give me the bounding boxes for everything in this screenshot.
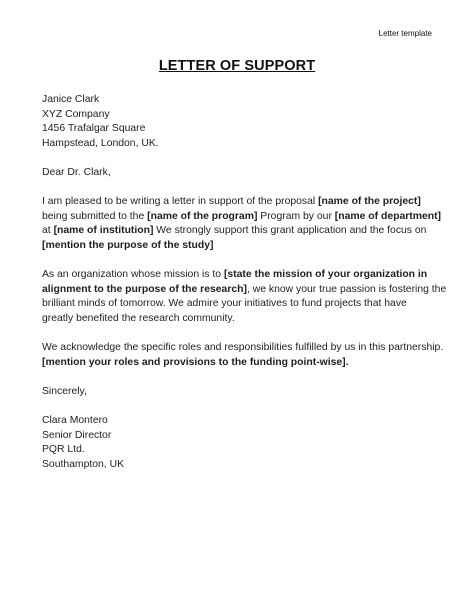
- paragraph-2-line-2: [42, 283, 447, 298]
- placeholder-mission-start: [state the mission of your organization in: [223, 269, 428, 281]
- text-segment: at: [42, 225, 54, 237]
- letter-title: LETTER OF SUPPORT: [158, 58, 316, 74]
- placeholder-department-name: [name of department]: [334, 210, 442, 222]
- recipient-name: Janice Clark: [42, 94, 100, 105]
- placeholder-mission-end: alignment to the purpose of the research]: [42, 283, 247, 295]
- salutation: Dear Dr. Clark,: [42, 166, 111, 178]
- placeholder-institution-name: [name of institution]: [53, 225, 154, 237]
- recipient-address: [42, 93, 442, 151]
- sender-title: Senior Director: [42, 429, 112, 441]
- recipient-company: XYZ Company: [42, 108, 110, 120]
- placeholder-roles-provisions: [mention your roles and provisions to the funding point-wise].: [42, 356, 349, 368]
- paragraph-3-line-1: We acknowledge the specific roles and responsibilities fulfilled by us in this partnership.: [42, 342, 444, 354]
- paragraph-2-line-1: [42, 268, 442, 283]
- letter-body: [42, 93, 447, 472]
- placeholder-project-name: [name of the project]: [318, 196, 421, 208]
- sender-company: PQR Ltd.: [42, 444, 85, 456]
- placeholder-study-purpose: [mention the purpose of the study]: [42, 239, 214, 251]
- text-segment: , we know your true passion is fostering the: [246, 283, 447, 295]
- paragraph-2-line-3: brilliant minds of tomorrow. We admire your initiatives to fund projects that have: [42, 298, 407, 310]
- text-segment: Program by our: [257, 210, 335, 222]
- closing: Sincerely,: [42, 385, 87, 397]
- paragraph-1: [42, 195, 442, 253]
- recipient-city: Hampstead, London, UK.: [42, 137, 159, 149]
- text-segment: We strongly support this grant application and the focus on: [153, 225, 427, 237]
- text-segment: As an organization whose mission is to: [42, 269, 224, 281]
- sender-signature-block: [42, 414, 442, 472]
- paragraph-2: [42, 268, 447, 326]
- paragraph-1-line-2: [42, 210, 442, 225]
- text-segment: I am pleased to be writing a letter in support of the proposal: [42, 196, 319, 208]
- paragraph-2-line-4: greatly benefited the research community.: [42, 312, 235, 324]
- sender-city: Southampton, UK: [42, 458, 125, 470]
- paragraph-1-line-3: [42, 224, 442, 239]
- recipient-street: 1456 Trafalgar Square: [42, 123, 146, 135]
- text-segment: being submitted to the: [42, 210, 148, 222]
- sender-name: Clara Montero: [42, 415, 108, 427]
- paragraph-1-line-1: [42, 195, 442, 210]
- paragraph-1-line-4: [42, 239, 442, 254]
- paragraph-3: [42, 341, 442, 370]
- header-label: Letter template: [378, 29, 432, 38]
- placeholder-program-name: [name of the program]: [147, 210, 258, 222]
